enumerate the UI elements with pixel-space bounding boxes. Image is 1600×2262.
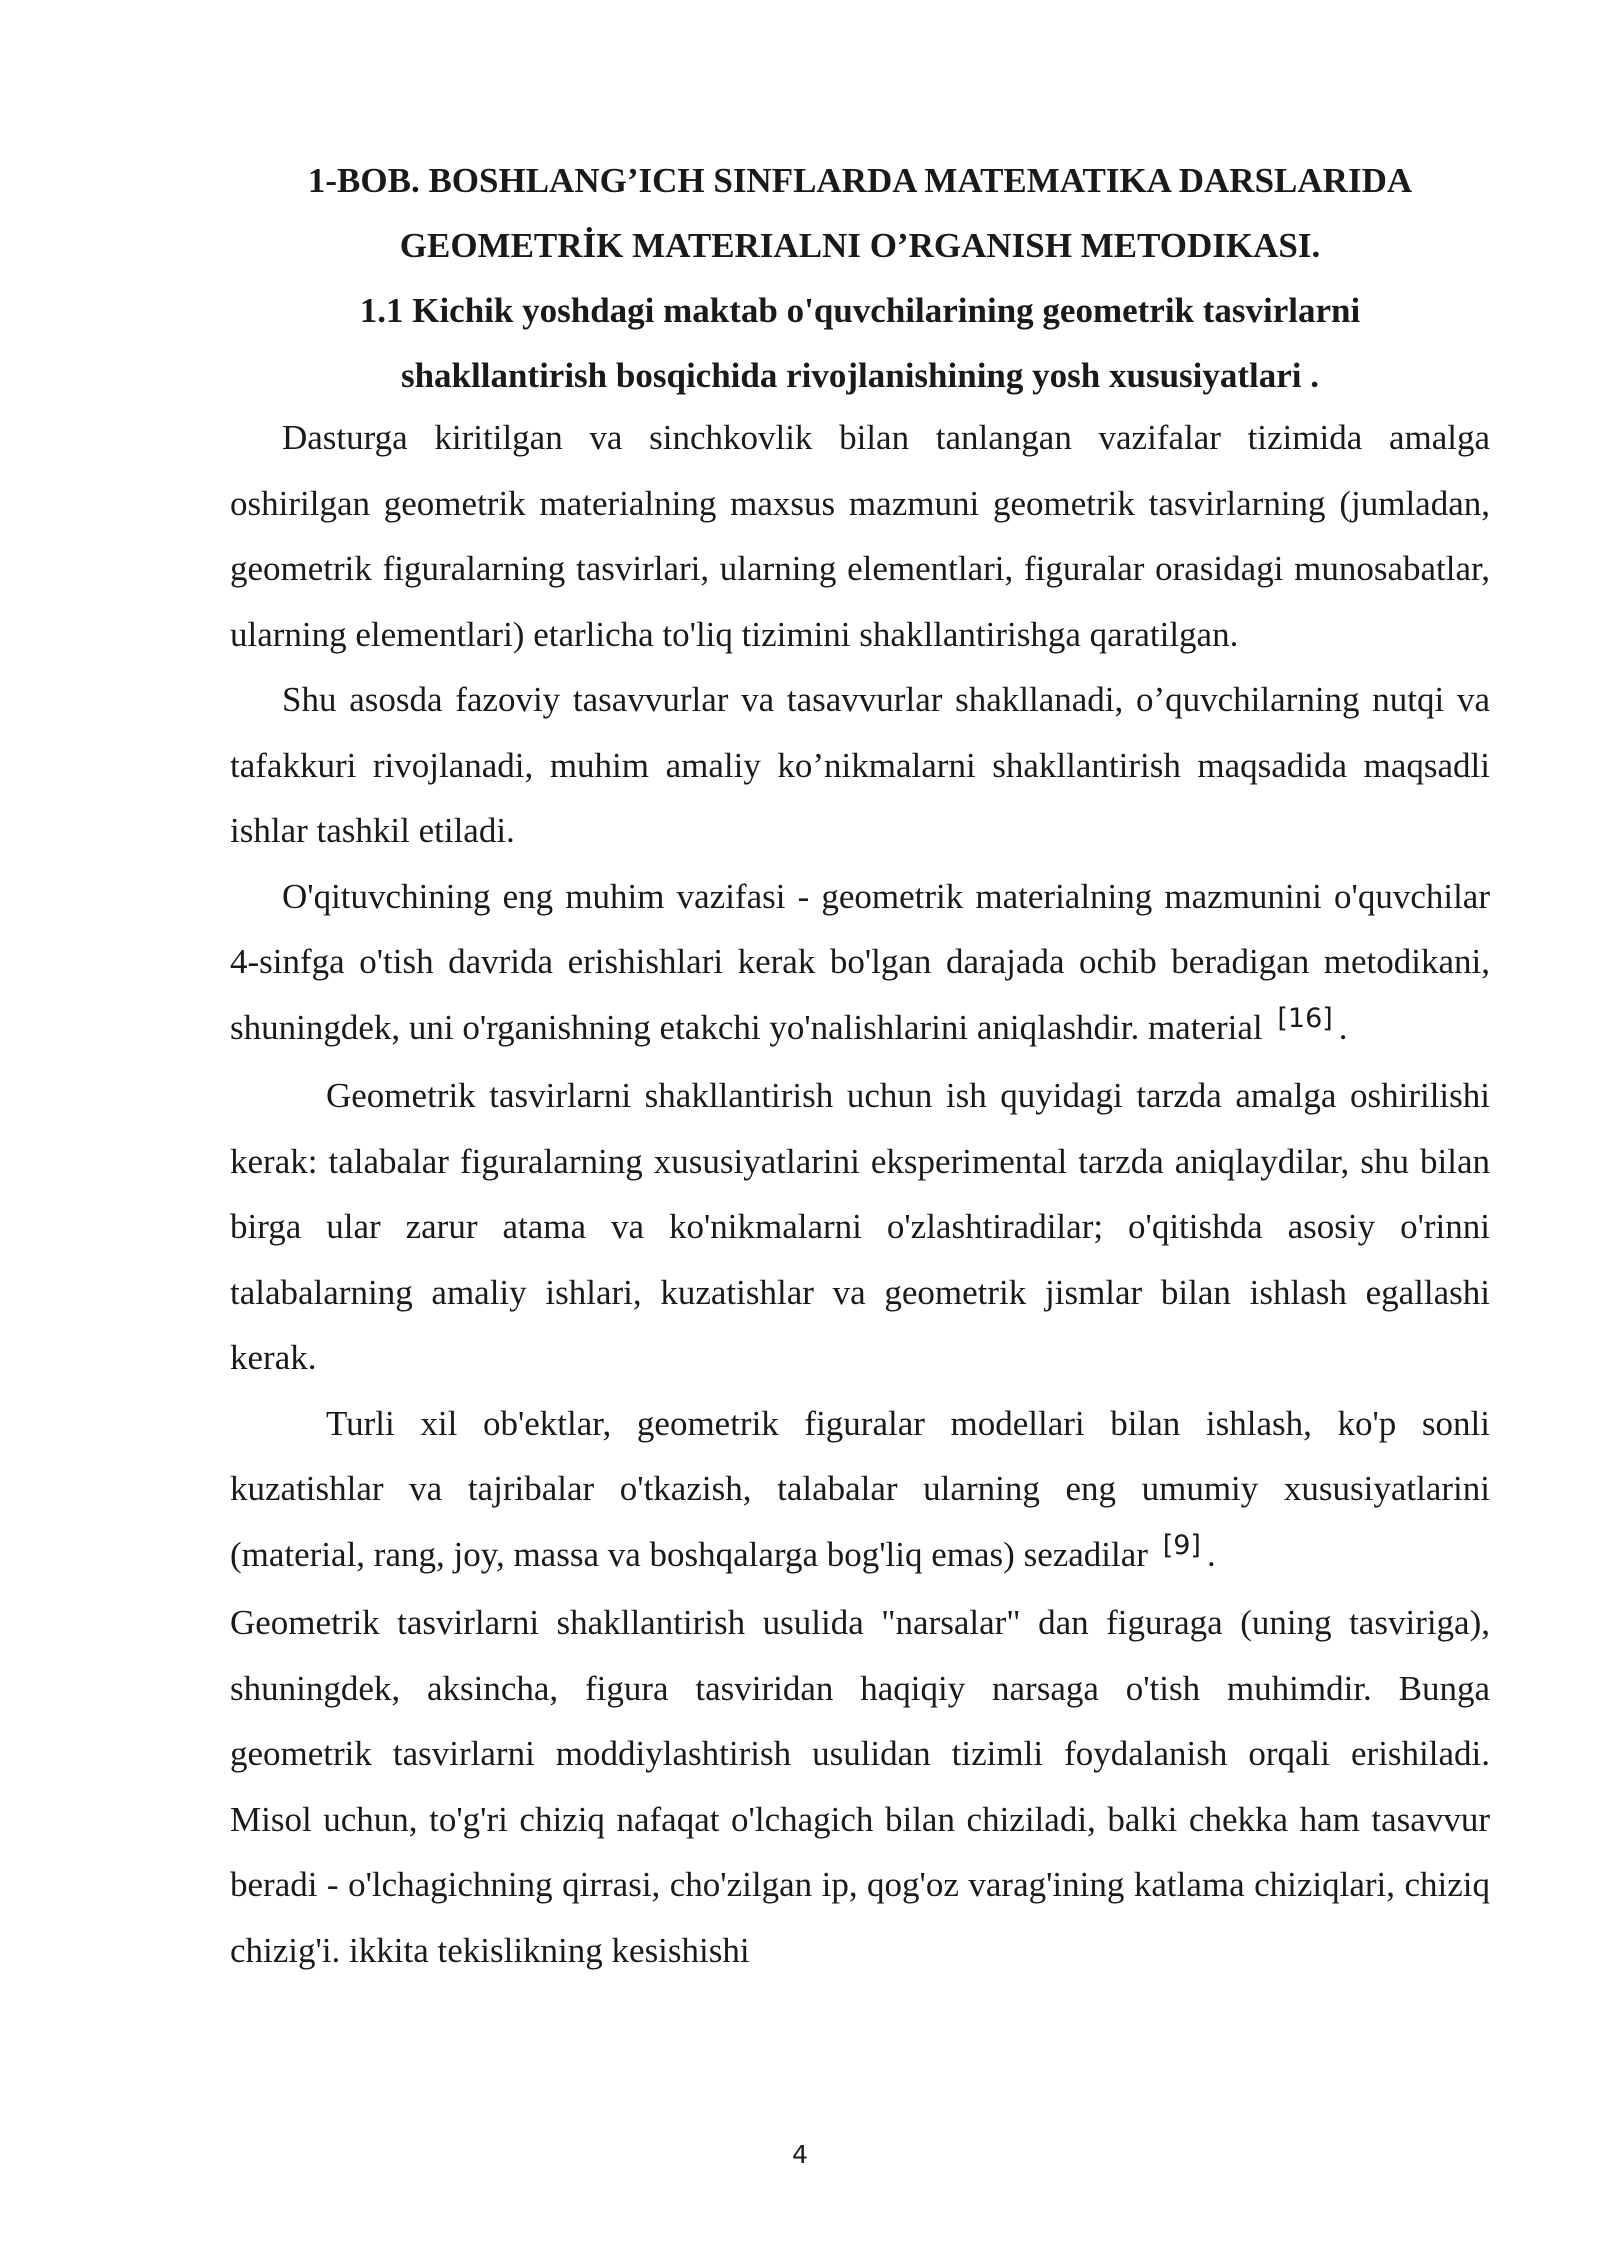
paragraph-3 (230, 864, 1490, 1064)
paragraph-5-period: . (1206, 1534, 1216, 1574)
paragraph-1-text: Dasturga kiritilgan va sinchkovlik bilan tanlangan vazifalar tizimida amalga oshirilgan geometrik materialning maxsus mazmuni geometrik tasvirlarning (jumladan, geometrik figuralarning tasvirlari, ularning elementlari, figuralar orasidagi munosabatlar, ularning elementlari) etarlicha to'liq tizimini shakllantirishga qaratilgan. (230, 418, 1490, 654)
citation-9: [9] (1162, 1529, 1201, 1561)
paragraph-5-text: Turli xil ob'ektlar, geometrik figuralar modellari bilan ishlash, ko'p sonli kuzatishlar va tajribalar o'tkazish, talabalar ularning eng umumiy xususiyatlarini (material, rang, joy, massa va boshqalarga bog'liq emas) sezadilar (230, 1403, 1490, 1574)
paragraph-3-period: . (1338, 1007, 1348, 1047)
body-text (230, 405, 1490, 1983)
paragraph-2 (230, 667, 1490, 864)
paragraph-4-text: Geometrik tasvirlarni shakllantirish uchun ish quyidagi tarzda amalga oshirilishi kerak: talabalar figuralarning xususiyatlarini eksperimental tarzda aniqlaydilar, shu bilan birga ular zarur atama va ko'nikmalarni o'zlashtiradilar; o'qitishda asosiy o'rinni talabalarning amaliy ishlari, kuzatishlar va geometrik jismlar bilan ishlash egallashi kerak. (230, 1076, 1490, 1377)
paragraph-1 (230, 405, 1490, 667)
section-title-line-1: 1.1 Kichik yoshdagi maktab o'quvchilarining geometrik tasvirlarni (359, 291, 1361, 330)
paragraph-6 (230, 1590, 1490, 1983)
heading-block (230, 148, 1490, 408)
paragraph-6-text: Geometrik tasvirlarni shakllantirish usulida "narsalar" dan figuraga (uning tasviriga), shuningdek, aksincha, figura tasviridan haqiqiy narsaga o'tish muhimdir. Bunga geometrik tasvirlarni moddiylashtirish usulidan tizimli foydalanish orqali erishiladi. Misol uchun, to'g'ri chiziq nafaqat o'lchagich bilan chiziladi, balki chekka ham tasavvur beradi - o'lchagichning qirrasi, cho'zilgan ip, qog'oz varag'ining katlama chiziqlari, chiziq chizig'i. ikkita tekislikning kesishishi (230, 1603, 1490, 1970)
chapter-title-line-1: 1-BOB. BOSHLANG’ICH SINFLARDA MATEMATIKA DARSLARIDA (307, 161, 1413, 200)
page-number: 4 (792, 2140, 808, 2169)
paragraph-3-text: O'qituvchining eng muhim vazifasi - geometrik materialning mazmunini o'quvchilar 4-sinfga o'tish davrida erishishlari kerak bo'lgan darajada ochib beradigan metodikani, shuningdek, uni o'rganishning etakchi yo'nalishlarini aniqlashdir. material (230, 876, 1490, 1047)
paragraph-5 (230, 1391, 1490, 1591)
paragraph-4 (230, 1063, 1490, 1391)
citation-16: [16] (1277, 1002, 1333, 1034)
paragraph-2-text: Shu asosda fazoviy tasavvurlar va tasavvurlar shakllanadi, o’quvchilarning nutqi va tafakkuri rivojlanadi, muhim amaliy ko’nikmalarni shakllantirish maqsadida maqsadli ishlar tashkil etiladi. (230, 680, 1490, 850)
section-title-line-2: shakllantirish bosqichida rivojlanishining yosh xususiyatlari . (400, 356, 1320, 395)
chapter-title-line-2: GEOMETRİK MATERIALNI O’RGANISH METODIKASI. (399, 226, 1321, 265)
